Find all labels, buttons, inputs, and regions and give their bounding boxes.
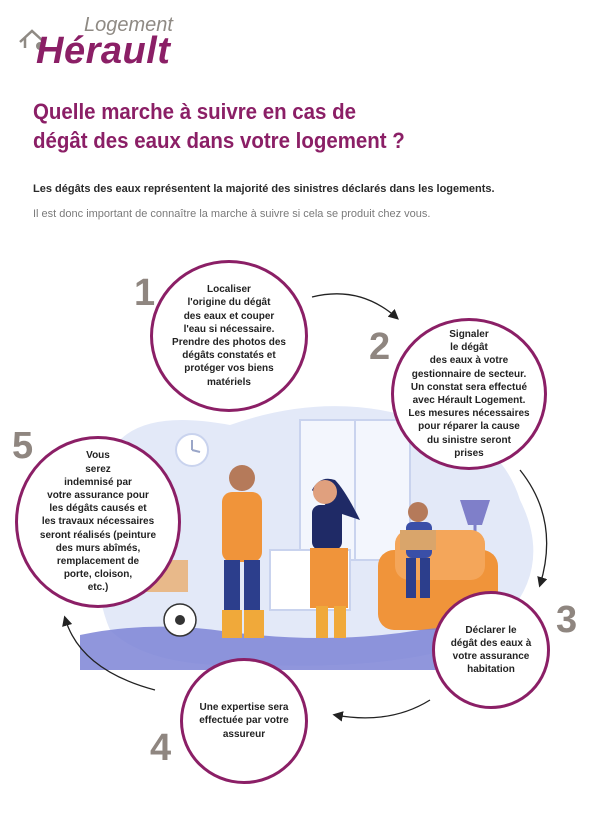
logo-top-text: Logement bbox=[84, 14, 173, 36]
title-line-2: dégât des eaux dans votre logement ? bbox=[33, 128, 405, 153]
step-text-5: Vous serez indemnisé par votre assurance pour les dégâts causés et les travaux nécessaires seront réalisés (peinture des murs abîmés, remplacement de porte, cloison, etc.) bbox=[39, 450, 157, 594]
step-number-4: 4 bbox=[150, 727, 172, 769]
logo-initial: H bbox=[36, 30, 64, 72]
arrow-3-to-4 bbox=[335, 700, 430, 718]
logo-rest: érault bbox=[63, 30, 171, 72]
arrow-2-to-3 bbox=[520, 470, 547, 585]
step-text-3: Déclarer le dégât des eaux à votre assurance habitation bbox=[450, 624, 532, 676]
step-text-1: Localiser l'origine du dégât des eaux et couper l'eau si nécessaire. Prendre des photos des dégâts constatés et protéger vos biens matériels bbox=[172, 284, 286, 388]
step-text-2: Signaler le dégât des eaux à votre gestionnaire de secteur. Un constat sera effectué avec Hérault Logement. Les mesures nécessaires pour réparer la cause du sinistre seront prises bbox=[408, 328, 530, 459]
step-bubble-4 bbox=[180, 658, 308, 784]
title-line-1: Quelle marche à suivre en cas de bbox=[33, 99, 356, 124]
step-bubble-5 bbox=[15, 436, 181, 608]
step-number-2: 2 bbox=[369, 326, 391, 368]
intro-light: Il est donc important de connaître la marche à suivre si cela se produit chez vous. bbox=[33, 208, 431, 220]
step-number-3: 3 bbox=[556, 599, 578, 641]
step-number-1: 1 bbox=[134, 272, 156, 314]
arrow-4-to-5 bbox=[65, 618, 155, 690]
step-bubble-2 bbox=[391, 318, 547, 470]
step-number-5: 5 bbox=[12, 425, 34, 467]
step-bubble-1 bbox=[150, 260, 308, 412]
step-text-4: Une expertise sera effectuée par votre assureur bbox=[199, 702, 289, 740]
arrow-1-to-2 bbox=[312, 294, 397, 318]
intro-bold: Les dégâts des eaux représentent la majorité des sinistres déclarés dans les logements. bbox=[33, 183, 495, 195]
step-bubble-3 bbox=[432, 591, 550, 709]
